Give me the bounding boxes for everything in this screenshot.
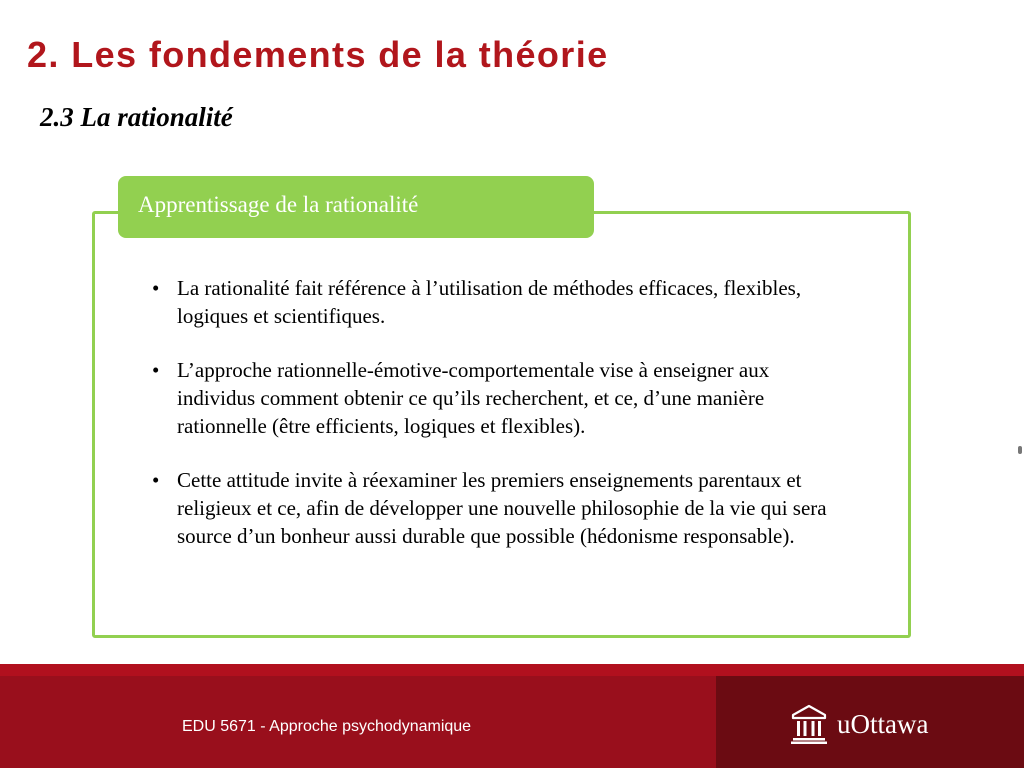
bullet-list [152, 274, 852, 576]
university-building-icon [791, 704, 827, 744]
university-logo [791, 704, 928, 744]
bullet-marker: • [152, 468, 160, 492]
bullet-marker: • [152, 358, 160, 382]
logo-wordmark: uOttawa [837, 708, 929, 739]
edge-mark [1018, 446, 1022, 454]
bullet-item [152, 356, 852, 440]
bullet-text: Cette attitude invite à réexaminer les premiers enseignements parentaux et religieux et ce, afin de développer une nouvelle philosophie de la vie qui sera source d’un bonheur aussi durable que possible (hédonisme responsable). [177, 468, 827, 548]
bullet-text: La rationalité fait référence à l’utilisation de méthodes efficaces, flexibles, logiques et scientifiques. [177, 276, 802, 328]
bullet-marker: • [152, 276, 160, 300]
bullet-item [152, 274, 852, 330]
bullet-item [152, 466, 852, 550]
footer-main-band [0, 676, 716, 768]
slide-title: 2. Les fondements de la théorie [27, 34, 609, 75]
footer [0, 664, 1024, 768]
slide-subtitle: 2.3 La rationalité [40, 102, 233, 132]
footer-brand-band [716, 676, 1024, 768]
footer-course-title: EDU 5671 - Approche psychodynamique [182, 718, 472, 735]
box-header: Apprentissage de la rationalité [118, 176, 594, 238]
bullet-text: L’approche rationnelle-émotive-comportementale vise à enseigner aux individus comment obtenir ce qu’ils recherchent, et ce, d’une manière rationnelle (être efficients, logiques et flexibles). [177, 358, 770, 438]
